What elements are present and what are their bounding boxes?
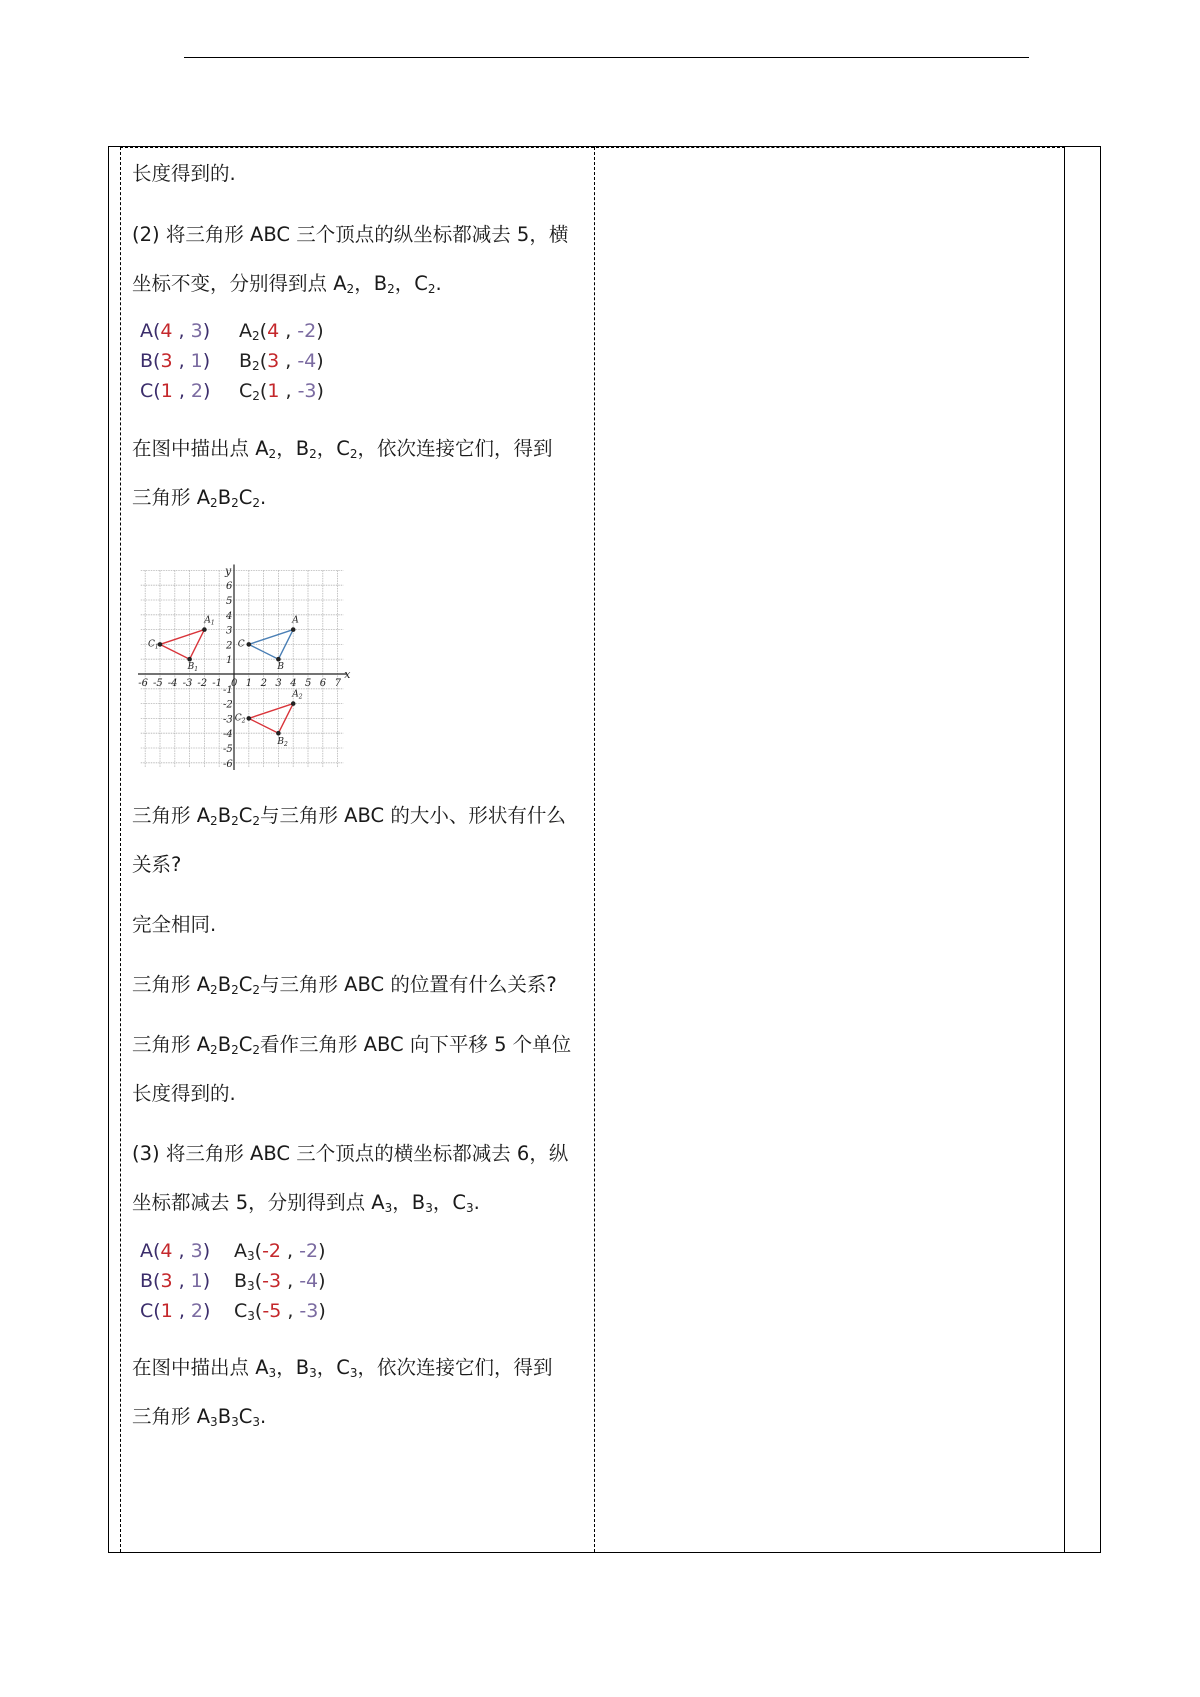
x-tick-label: -5 (153, 678, 163, 689)
paragraph-step3-line1: (3) 将三角形 ABC 三个顶点的横坐标都减去 6，纵 (132, 1142, 569, 1165)
triangle-a1b1c1-vertex (202, 627, 207, 632)
question-position: 三角形 $A_2B_2C_2$与三角形 ABC 的位置有什么关系? (132, 973, 557, 997)
question-size-shape-line1: 三角形 $A_2B_2C_2$与三角形 ABC 的大小、形状有什么 (132, 804, 566, 828)
step2-original-point: A(4 , 3) (140, 320, 211, 342)
triangle-a1b1c1-vertex-label: $B_1$ (187, 662, 199, 674)
step3-transformed-point: $B_3(-3$ , -4) (234, 1270, 326, 1293)
x-tick-label: 4 (290, 678, 297, 689)
coordinate-grid-svg (138, 550, 356, 770)
step2-transformed-point: $C_2(1$ , -3) (239, 380, 324, 403)
triangle-a2b2c2-vertex (276, 731, 281, 736)
triangle-a2b2c2-vertex (291, 701, 296, 706)
step3-transformed-point: $C_3(-5$ , -3) (234, 1300, 326, 1323)
column-divider-middle (594, 147, 595, 1552)
triangle-abc-vertex-label: C (237, 639, 245, 650)
triangle-abc-vertex-label: B (277, 662, 285, 673)
y-tick-label: 1 (226, 655, 233, 667)
y-tick-label: -6 (223, 758, 233, 770)
x-tick-label: 6 (319, 678, 327, 689)
header-rule (184, 57, 1029, 58)
x-tick-label: -1 (212, 678, 222, 689)
step2-original-point: C(1 , 2) (140, 380, 211, 402)
paragraph-continuation: 长度得到的. (132, 162, 236, 185)
x-tick-label: 2 (260, 678, 267, 689)
x-tick-label: 1 (245, 678, 253, 689)
triangle-abc-vertex-label: A (292, 615, 299, 626)
question-size-shape-line2: 关系? (132, 853, 182, 876)
answer-same: 完全相同. (132, 913, 217, 936)
y-tick-label: -1 (223, 684, 233, 696)
step2-original-point: B(3 , 1) (140, 350, 211, 372)
paragraph-plot-step2-line1: 在图中描出点 $A_2$，$B_2$，$C_2$，依次连接它们，得到 (132, 437, 553, 461)
triangle-a1b1c1-vertex-label: $A_1$ (204, 615, 215, 627)
table-top-dashed-border (120, 147, 1065, 148)
paragraph-step2-line2: 坐标不变，分别得到点 $A_2$，$B_2$，$C_2$. (132, 272, 442, 296)
x-tick-label: -2 (197, 678, 208, 689)
coordinate-grid-figure (138, 550, 356, 770)
x-tick-label: 7 (334, 678, 341, 689)
y-tick-label: 6 (226, 581, 233, 593)
triangle-abc-vertex (247, 642, 252, 647)
paragraph-step2-line1: (2) 将三角形 ABC 三个顶点的纵坐标都减去 5，横 (132, 223, 569, 246)
y-tick-label: 5 (226, 596, 233, 607)
coordinate-table-step3 (140, 1236, 440, 1331)
paragraph-plot-step2-line2: 三角形 $A_2B_2C_2$. (132, 486, 267, 510)
triangle-a2b2c2-vertex-label: $A_2$ (292, 689, 303, 701)
x-axis-label: x (344, 668, 351, 681)
x-tick-label: 3 (275, 678, 282, 689)
triangle-a2b2c2-vertex (247, 716, 252, 721)
x-tick-label: -6 (138, 678, 148, 689)
paragraph-plot-step3-line1: 在图中描出点 $A_3$，$B_3$，$C_3$，依次连接它们，得到 (132, 1356, 553, 1380)
step3-original-point: A(4 , 3) (140, 1240, 211, 1262)
step3-original-point: C(1 , 2) (140, 1300, 211, 1322)
step2-transformed-point: $A_2(4$ , -2) (239, 320, 324, 343)
triangle-abc-vertex (291, 627, 296, 632)
answer-translation-line1: 三角形 $A_2B_2C_2$看作三角形 ABC 向下平移 5 个单位 (132, 1033, 572, 1057)
step2-transformed-point: $B_2(3$ , -4) (239, 350, 324, 373)
paragraph-plot-step3-line2: 三角形 $A_3B_3C_3$. (132, 1405, 267, 1429)
y-tick-label: 4 (226, 610, 233, 622)
x-tick-label: 0 (231, 678, 238, 689)
paragraph-step3-line2: 坐标都减去 5，分别得到点 $A_3$，$B_3$，$C_3$. (132, 1191, 480, 1215)
y-axis-label: y (225, 564, 232, 578)
column-divider-left (120, 147, 121, 1552)
triangle-a2b2c2-vertex-label: $C_2$ (234, 713, 246, 725)
triangle-a1b1c1-vertex-label: $C_1$ (148, 639, 159, 651)
y-tick-label: 2 (226, 640, 233, 652)
triangle-abc-vertex (276, 657, 281, 662)
y-tick-label: -2 (223, 699, 233, 711)
y-tick-label: -3 (223, 714, 233, 726)
y-tick-label: 3 (226, 625, 233, 637)
x-tick-label: -3 (182, 678, 193, 689)
step3-transformed-point: $A_3(-2$ , -2) (234, 1240, 326, 1263)
y-tick-label: -5 (223, 744, 233, 755)
x-tick-label: -4 (167, 678, 178, 689)
triangle-a2b2c2-vertex-label: $B_2$ (277, 737, 288, 749)
triangle-a1b1c1-vertex (187, 657, 192, 662)
answer-translation-line2: 长度得到的. (132, 1082, 236, 1105)
x-tick-label: 5 (305, 678, 312, 689)
step3-original-point: B(3 , 1) (140, 1270, 211, 1292)
y-tick-label: -4 (223, 729, 233, 741)
coordinate-table-step2 (140, 316, 440, 411)
column-divider-right (1064, 147, 1065, 1552)
